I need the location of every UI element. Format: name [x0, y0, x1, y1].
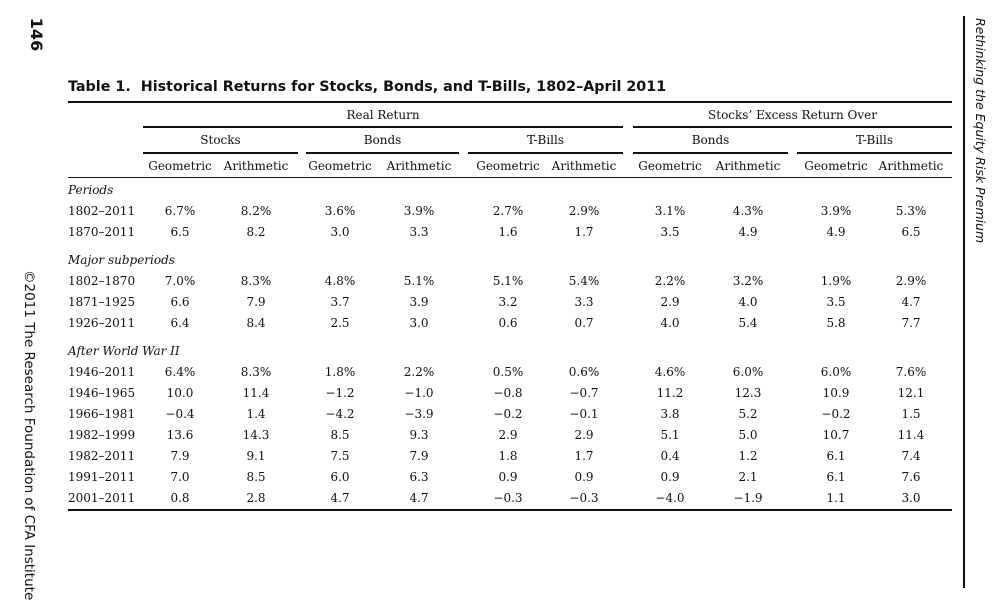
sub-header: T-Bills: [855, 133, 894, 147]
table-row-period: 1946–2011: [68, 365, 136, 379]
table-cell: 8.2: [246, 225, 266, 239]
table-cell: 8.5: [330, 428, 350, 442]
table-cell: 5.4%: [568, 274, 600, 288]
table-cell: −0.3: [493, 491, 523, 505]
table-row-period: 1871–1925: [68, 295, 136, 309]
table-cell: 3.9: [409, 295, 429, 309]
table-cell: 4.9: [738, 225, 758, 239]
table-cell: 10.7: [822, 428, 850, 442]
table-cell: 2.5: [330, 316, 350, 330]
table-cell: 4.3%: [732, 204, 764, 218]
table-cell: 8.2%: [240, 204, 272, 218]
group-header: Real Return: [346, 108, 420, 122]
table-cell: 0.5%: [492, 365, 524, 379]
table-cell: 11.4: [897, 428, 925, 442]
table-cell: −4.2: [325, 407, 355, 421]
table-cell: 2.8: [246, 491, 266, 505]
sub-header: Stocks: [200, 133, 241, 147]
section-label: Periods: [68, 183, 114, 197]
table-row-period: 1966–1981: [68, 407, 136, 421]
table-cell: 7.5: [330, 449, 350, 463]
table-cell: −0.7: [569, 386, 599, 400]
table-cell: 0.6: [498, 316, 518, 330]
group-header-rule: [633, 126, 952, 128]
table-cell: 3.5: [660, 225, 680, 239]
table-row-period: 1802–2011: [68, 204, 136, 218]
table-cell: 4.8%: [324, 274, 356, 288]
table-bottom-rule: [68, 509, 952, 511]
section-label: Major subperiods: [68, 253, 175, 267]
copyright-wrap: [21, 270, 52, 600]
table-cell: 7.7: [901, 316, 921, 330]
table-cell: 3.7: [330, 295, 350, 309]
table-cell: 7.9: [409, 449, 429, 463]
table-cell: 0.8: [170, 491, 190, 505]
column-header: Geometric: [148, 159, 212, 173]
group-header: Stocks’ Excess Return Over: [708, 108, 877, 122]
table-cell: 3.8: [660, 407, 680, 421]
table-cell: 2.9%: [895, 274, 927, 288]
table-cell: 10.9: [822, 386, 850, 400]
table-cell: 2.7%: [492, 204, 524, 218]
table-cell: 6.4: [170, 316, 190, 330]
table-cell: −1.2: [325, 386, 355, 400]
table-cell: 6.1: [826, 449, 846, 463]
table-cell: 7.4: [901, 449, 921, 463]
table-cell: 3.1%: [654, 204, 686, 218]
running-head: Rethinking the Equity Risk Premium: [973, 18, 988, 244]
column-header: Arithmetic: [551, 159, 617, 173]
table-cell: 4.6%: [654, 365, 686, 379]
table-cell: −3.9: [404, 407, 434, 421]
table-cell: 5.3%: [895, 204, 927, 218]
running-head-wrap: [968, 18, 992, 258]
table-cell: 0.9: [498, 470, 518, 484]
table-cell: 0.4: [660, 449, 680, 463]
table-cell: −0.3: [569, 491, 599, 505]
table-top-rule: [68, 101, 952, 103]
table-cell: 2.2%: [654, 274, 686, 288]
table-cell: 7.9: [246, 295, 266, 309]
table-cell: 6.0%: [820, 365, 852, 379]
table-row-period: 1926–2011: [68, 316, 136, 330]
table-cell: 5.1%: [492, 274, 524, 288]
group-header-rule: [143, 126, 623, 128]
table-cell: 3.9%: [820, 204, 852, 218]
table-cell: 7.6%: [895, 365, 927, 379]
table-cell: 1.9%: [820, 274, 852, 288]
table-cell: 9.1: [246, 449, 266, 463]
table-cell: 10.0: [166, 386, 194, 400]
table-cell: 0.9: [660, 470, 680, 484]
table-cell: 2.9: [574, 428, 594, 442]
table-row-period: 1870–2011: [68, 225, 136, 239]
table-cell: 3.0: [901, 491, 921, 505]
table-cell: 11.2: [656, 386, 684, 400]
table-cell: 3.0: [409, 316, 429, 330]
sub-header-rule: [143, 152, 298, 154]
table-cell: 5.0: [738, 428, 758, 442]
table-cell: 7.0%: [164, 274, 196, 288]
column-header: Geometric: [308, 159, 372, 173]
page-number: 146: [27, 17, 47, 51]
table-title-text: Historical Returns for Stocks, Bonds, and T-Bills, 1802–April 2011: [140, 79, 667, 95]
table-cell: 6.5: [901, 225, 921, 239]
table-cell: 5.8: [826, 316, 846, 330]
table-cell: 6.0%: [732, 365, 764, 379]
table-cell: 1.7: [574, 225, 594, 239]
table-cell: 3.2%: [732, 274, 764, 288]
table-cell: 2.2%: [403, 365, 435, 379]
table-cell: −1.9: [733, 491, 763, 505]
table-cell: 0.7: [574, 316, 594, 330]
sub-header: Bonds: [363, 133, 402, 147]
table-cell: 6.5: [170, 225, 190, 239]
table-cell: 3.9%: [403, 204, 435, 218]
table-cell: 2.9: [660, 295, 680, 309]
sub-header-rule: [306, 152, 459, 154]
table-row-period: 1991–2011: [68, 470, 136, 484]
table-cell: 14.3: [242, 428, 270, 442]
table-cell: 13.6: [166, 428, 194, 442]
table-cell: 1.5: [901, 407, 921, 421]
table-cell: 11.4: [242, 386, 270, 400]
table-cell: 4.7: [409, 491, 429, 505]
table-cell: 3.6%: [324, 204, 356, 218]
table-cell: 2.9: [498, 428, 518, 442]
table-row-period: 1802–1870: [68, 274, 136, 288]
table-cell: 1.7: [574, 449, 594, 463]
table-cell: 6.6: [170, 295, 190, 309]
table-cell: 4.7: [901, 295, 921, 309]
header-bottom-rule: [68, 177, 952, 178]
table-cell: 3.5: [826, 295, 846, 309]
column-header: Arithmetic: [386, 159, 452, 173]
table-row-period: 1982–2011: [68, 449, 136, 463]
table-cell: 1.8%: [324, 365, 356, 379]
table-cell: 3.3: [574, 295, 594, 309]
table-cell: 1.2: [738, 449, 758, 463]
table-row-period: 1982–1999: [68, 428, 136, 442]
table-cell: 1.6: [498, 225, 518, 239]
sub-header-rule: [468, 152, 623, 154]
table-cell: −4.0: [655, 491, 685, 505]
table-cell: 7.0: [170, 470, 190, 484]
table-cell: −1.0: [404, 386, 434, 400]
sub-header-rule: [633, 152, 788, 154]
table-cell: −0.2: [821, 407, 851, 421]
table-cell: 8.4: [246, 316, 266, 330]
table-label: Table 1.: [68, 79, 131, 95]
table-cell: 12.3: [734, 386, 762, 400]
table-cell: 7.9: [170, 449, 190, 463]
table-cell: 5.1%: [403, 274, 435, 288]
table-row-period: 1946–1965: [68, 386, 136, 400]
table-cell: 6.1: [826, 470, 846, 484]
table-cell: 6.7%: [164, 204, 196, 218]
sub-header-rule: [797, 152, 952, 154]
table-cell: 5.1: [660, 428, 680, 442]
margin-rule: [963, 16, 965, 588]
table-cell: 8.3%: [240, 365, 272, 379]
table-cell: 4.0: [660, 316, 680, 330]
column-header: Arithmetic: [878, 159, 944, 173]
sub-header: Bonds: [691, 133, 730, 147]
table-cell: 4.9: [826, 225, 846, 239]
table-cell: 1.1: [826, 491, 846, 505]
table-cell: 8.5: [246, 470, 266, 484]
table-cell: 0.9: [574, 470, 594, 484]
table-title: [68, 79, 666, 95]
table-row-period: 2001–2011: [68, 491, 136, 505]
column-header: Arithmetic: [715, 159, 781, 173]
section-label: After World War II: [68, 344, 180, 358]
table-cell: 4.0: [738, 295, 758, 309]
table-cell: 4.7: [330, 491, 350, 505]
table-cell: 2.9%: [568, 204, 600, 218]
sub-header: T-Bills: [526, 133, 565, 147]
table-cell: 6.0: [330, 470, 350, 484]
table-cell: 3.2: [498, 295, 518, 309]
column-header: Geometric: [804, 159, 868, 173]
copyright-notice: ©2011 The Research Foundation of CFA Institute: [21, 270, 37, 600]
table-cell: 2.1: [738, 470, 758, 484]
table-cell: 12.1: [897, 386, 925, 400]
table-cell: 6.3: [409, 470, 429, 484]
table-cell: 3.0: [330, 225, 350, 239]
table-cell: 5.2: [738, 407, 758, 421]
column-header: Arithmetic: [223, 159, 289, 173]
table-cell: 1.8: [498, 449, 518, 463]
table-cell: 8.3%: [240, 274, 272, 288]
table-cell: 6.4%: [164, 365, 196, 379]
table-cell: 1.4: [246, 407, 266, 421]
table-cell: 0.6%: [568, 365, 600, 379]
table-cell: −0.2: [493, 407, 523, 421]
table-cell: 7.6: [901, 470, 921, 484]
column-header: Geometric: [638, 159, 702, 173]
table-cell: 3.3: [409, 225, 429, 239]
table-cell: −0.8: [493, 386, 523, 400]
table-cell: −0.4: [165, 407, 195, 421]
table-cell: 9.3: [409, 428, 429, 442]
column-header: Geometric: [476, 159, 540, 173]
table-cell: 5.4: [738, 316, 758, 330]
table-cell: −0.1: [569, 407, 599, 421]
